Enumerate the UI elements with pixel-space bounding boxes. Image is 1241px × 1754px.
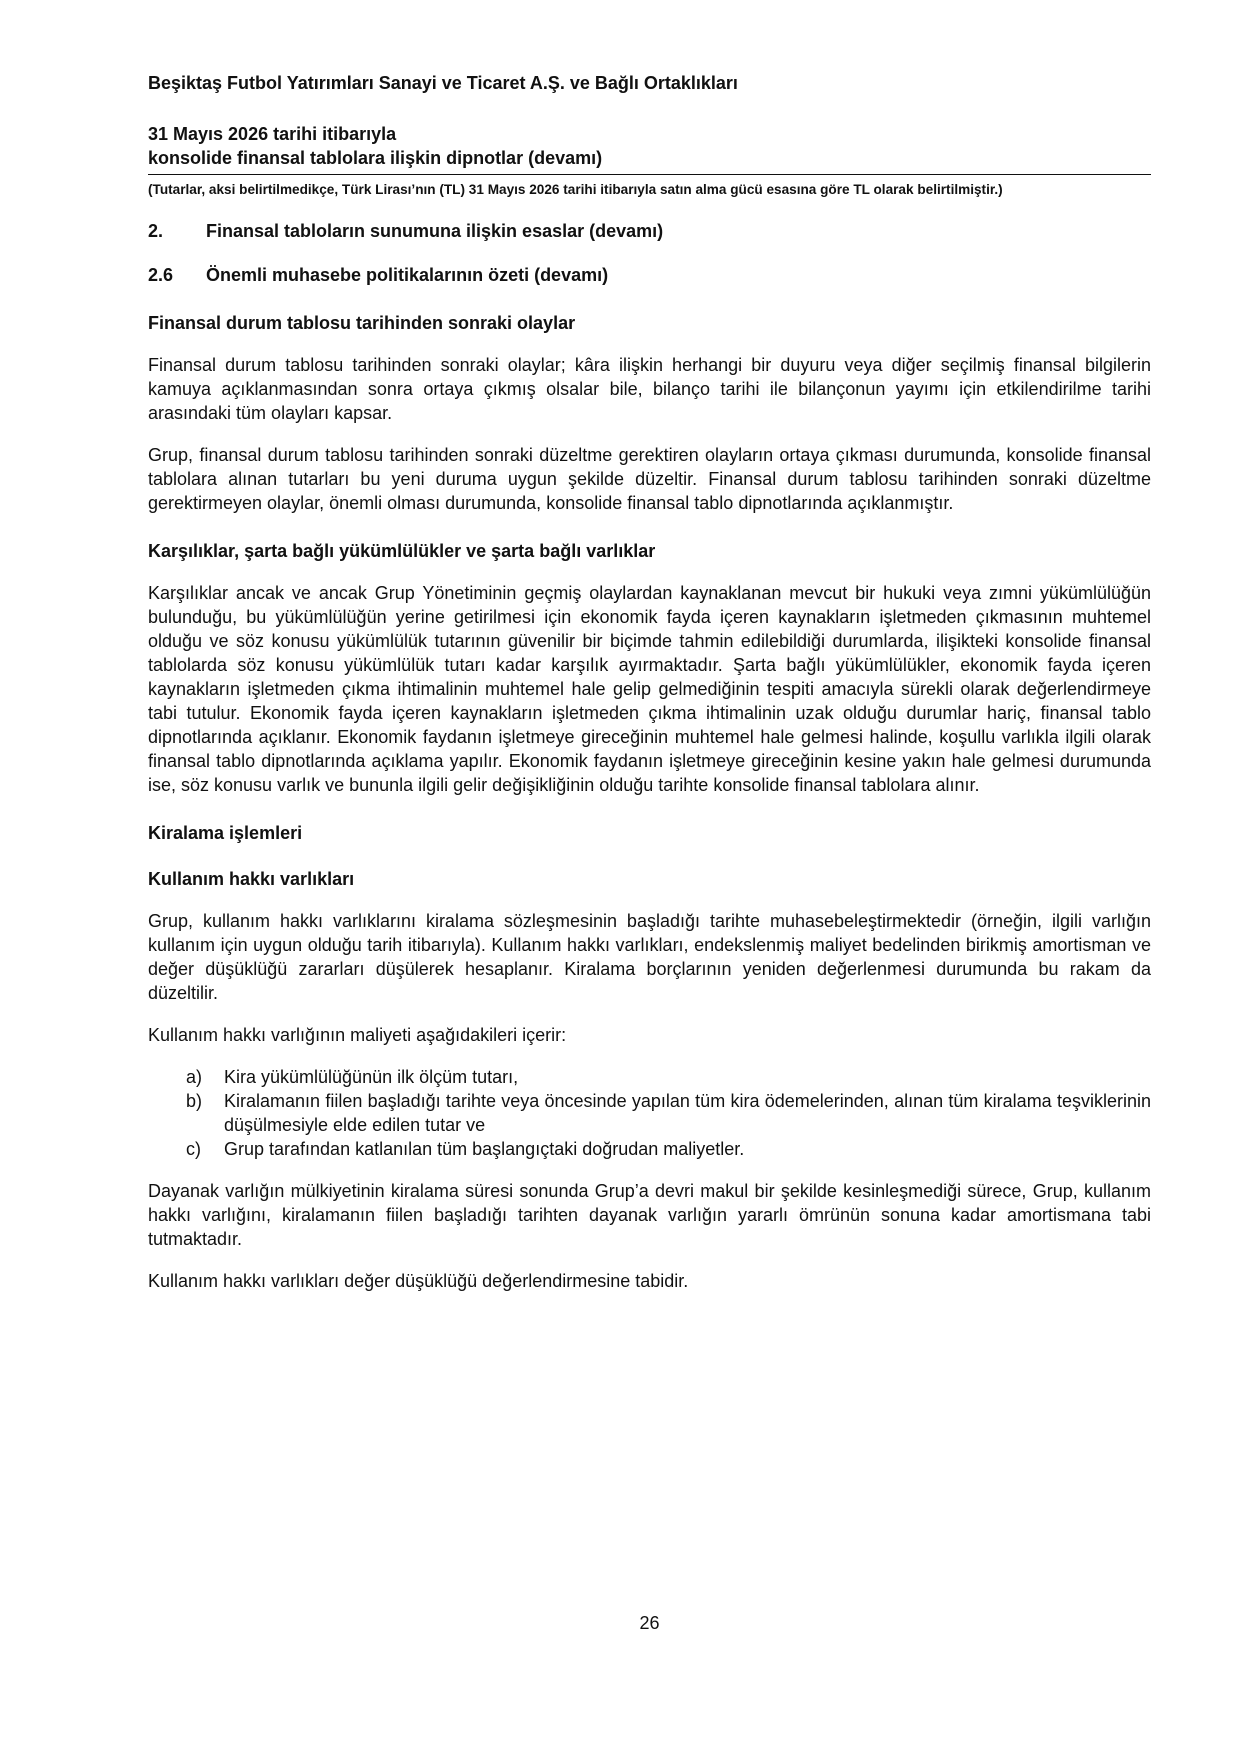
section-number: 2. bbox=[148, 221, 164, 241]
paragraph: Grup, finansal durum tablosu tarihinden sonraki düzeltme gerektiren olayların ortaya çıkması durumunda, konsolide finansal tablolara alınan tutarları bu yeni duruma uygun şekilde düzeltir. Finansal durum tablosu tarihinden sonraki düzeltme gerektirmeyen olaylar, önemli olması durumunda, konsolide finansal tablo dipnotlarında açıklanmıştır. bbox=[148, 445, 1151, 513]
subsection-title: Önemli muhasebe politikalarının özeti (devamı) bbox=[206, 265, 609, 285]
list-text: Kiralamanın fiilen başladığı tarihte veya öncesinde yapılan tüm kira ödemelerinden, alınan tüm kiralama teşviklerinin düşülmesiyle elde edilen tutar ve bbox=[224, 1091, 1151, 1135]
paragraph: Karşılıklar ancak ve ancak Grup Yönetiminin geçmiş olaylardan kaynaklanan mevcut bir hukuki veya zımni yükümlülüğün bulunduğu, bu yükümlülüğün yerine getirilmesi için ekonomik fayda içeren kaynakların işletmeden çıkmasının muhtemel olduğu ve söz konusu yükümlülük tutarının güvenilir bir biçimde tahmin edilebildiği durumlarda, ilişikteki konsolide finansal tablolarda söz konusu yükümlülük tutarı kadar karşılık ayırmaktadır. Şarta bağlı yükümlülükler, ekonomik fayda içeren kaynakların işletmeden çıkma ihtimalinin muhtemel hale gelip gelmediğinin tespiti amacıyla sürekli olarak değerlendirmeye tabi tutulur. Ekonomik fayda içeren kaynakların işletmeden çıkma ihtimalinin uzak olduğu durumlar hariç, finansal tablo dipnotlarında açıklanır. Ekonomik faydanın işletmeye gireceğinin muhtemel hale gelmesi halinde, koşullu varlıkla ilgili olarak finansal tablo dipnotlarında açıklama yapılır. Ekonomik faydanın işletmeye gireceğinin kesine yakın hale gelmesi durumunda ise, söz konusu varlık ve bununla ilgili gelir değişikliğinin olduğu tarihte konsolide finansal tablolara alınır. bbox=[148, 583, 1151, 795]
paragraph: Kullanım hakkı varlığının maliyeti aşağıdakileri içerir: bbox=[148, 1025, 567, 1045]
section-heading bbox=[148, 219, 1151, 243]
company-name: Beşiktaş Futbol Yatırımları Sanayi ve Ticaret A.Ş. ve Bağlı Ortaklıkları bbox=[148, 73, 738, 93]
header-divider bbox=[148, 174, 1151, 175]
heading-right-of-use-assets: Kullanım hakkı varlıkları bbox=[148, 869, 355, 889]
list-item bbox=[148, 1065, 1151, 1089]
cost-components-list bbox=[148, 1065, 1151, 1161]
section-title: Finansal tabloların sunumuna ilişkin esaslar (devamı) bbox=[206, 221, 664, 241]
subsection-heading bbox=[148, 263, 1151, 287]
list-marker: b) bbox=[186, 1091, 203, 1111]
report-title: konsolide finansal tablolara ilişkin dipnotlar (devamı) bbox=[148, 148, 603, 168]
paragraph: Finansal durum tablosu tarihinden sonraki olaylar; kâra ilişkin herhangi bir duyuru veya diğer seçilmiş finansal bilgilerin kamuya açıklanmasından sonra ortaya çıkmış olsalar bile, bilanço tarihi ile bilançonun yayımı için etkilendirilme tarihi arasındaki tüm olayları kapsar. bbox=[148, 355, 1151, 423]
list-item bbox=[148, 1089, 1151, 1137]
list-text: Grup tarafından katlanılan tüm başlangıçtaki doğrudan maliyetler. bbox=[224, 1139, 745, 1159]
page-content bbox=[148, 219, 1151, 1293]
paragraph: Dayanak varlığın mülkiyetinin kiralama süresi sonunda Grup’a devri makul bir şekilde kesinleşmediği sürece, Grup, kullanım hakkı varlığını, kiralamanın fiilen başladığı tarihten dayanak varlığın yararlı ömrünün sonuna kadar amortismana tabi tutmaktadır. bbox=[148, 1181, 1151, 1249]
list-text: Kira yükümlülüğünün ilk ölçüm tutarı, bbox=[224, 1067, 519, 1087]
page-number: 26 bbox=[639, 1613, 660, 1633]
paragraph: Kullanım hakkı varlıkları değer düşüklüğü değerlendirmesine tabidir. bbox=[148, 1271, 689, 1291]
list-marker: a) bbox=[186, 1067, 203, 1087]
heading-provisions: Karşılıklar, şarta bağlı yükümlülükler ve şarta bağlı varlıklar bbox=[148, 541, 656, 561]
subsection-number: 2.6 bbox=[148, 265, 174, 285]
heading-subsequent-events: Finansal durum tablosu tarihinden sonraki olaylar bbox=[148, 313, 576, 333]
list-item bbox=[148, 1137, 1151, 1161]
list-marker: c) bbox=[186, 1139, 201, 1159]
paragraph: Grup, kullanım hakkı varlıklarını kiralama sözleşmesinin başladığı tarihte muhasebeleştirmektedir (örneğin, ilgili varlığın kullanım için uygun olduğu tarih itibarıyla). Kullanım hakkı varlıkları, endekslenmiş maliyet bedelinden birikmiş amortisman ve değer düşüklüğü zararları düşülerek hesaplanır. Kiralama borçlarının yeniden değerlenmesi durumunda bu rakam da düzeltilir. bbox=[148, 911, 1151, 1003]
report-date: 31 Mayıs 2026 tarihi itibarıyla bbox=[148, 124, 397, 144]
currency-note: (Tutarlar, aksi belirtilmedikçe, Türk Lirası’nın (TL) 31 Mayıs 2026 tarihi itibarıyla satın alma gücü esasına göre TL olarak belirtilmiştir.) bbox=[148, 182, 1003, 197]
heading-leases: Kiralama işlemleri bbox=[148, 823, 303, 843]
